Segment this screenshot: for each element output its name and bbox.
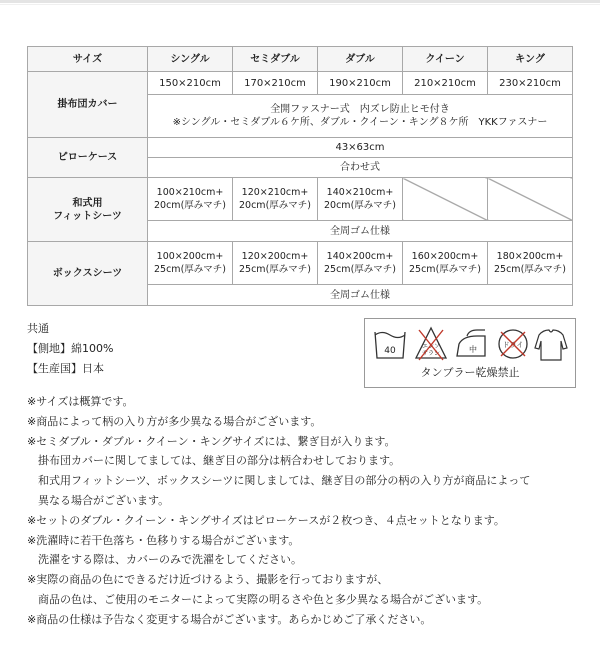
header-queen: クイーン xyxy=(403,47,488,72)
svg-text:中: 中 xyxy=(469,345,477,354)
japanese-size-semi-double-line2: 20cm(厚みマチ) xyxy=(239,200,311,211)
row-label-japanese-fitted-sheet xyxy=(28,178,148,242)
japanese-label-line2: フィットシーツ xyxy=(53,210,122,222)
common-spec xyxy=(27,319,113,379)
header-single: シングル xyxy=(148,47,233,72)
header-semi-double: セミダブル xyxy=(233,47,318,72)
note-item: ※洗濯時に若干色落ち・色移りする場合がございます。 xyxy=(27,533,300,547)
comforter-note-line2: ※シングル・セミダブル６ケ所、ダブル・クイーン・キング８ケ所 YKKファスナー xyxy=(172,117,548,128)
japanese-size-double-line1: 140×210cm+ xyxy=(326,187,394,198)
box-size-double xyxy=(318,242,403,285)
japanese-size-single xyxy=(148,178,233,221)
iron-medium-icon xyxy=(457,330,485,356)
japanese-size-semi-double-line1: 120×210cm+ xyxy=(241,187,309,198)
comforter-size-queen: 210×210cm xyxy=(403,72,488,95)
note-item: 洗濯をする際は、カバーのみで洗濯をしてください。 xyxy=(38,553,302,567)
svg-text:ドライ: ドライ xyxy=(502,341,524,349)
note-item: ※サイズは概算です。 xyxy=(27,395,134,408)
top-divider-shadow xyxy=(0,4,600,5)
box-size-single xyxy=(148,242,233,285)
common-title: 共通 xyxy=(27,322,49,335)
box-size-king-line1: 180×200cm+ xyxy=(496,251,564,262)
top-divider xyxy=(0,0,600,3)
box-size-king xyxy=(488,242,573,285)
japanese-size-queen-unavailable xyxy=(403,178,488,221)
box-size-single-line1: 100×200cm+ xyxy=(156,251,224,262)
note-item: 和式用フィットシーツ、ボックスシーツに関しましては、継ぎ目の部分の柄の入り方が商品によって xyxy=(38,474,531,488)
svg-text:40: 40 xyxy=(384,346,396,356)
notes-list xyxy=(27,392,587,630)
size-spec-table xyxy=(27,46,573,306)
care-label-box xyxy=(364,318,576,388)
box-size-double-line2: 25cm(厚みマチ) xyxy=(324,264,396,275)
wash-40-icon xyxy=(375,332,405,358)
comforter-note-line1: 全開ファスナー式 内ズレ防止ヒモ付き xyxy=(270,104,450,115)
svg-text:エンソ: エンソ xyxy=(421,343,441,350)
box-size-semi-double xyxy=(233,242,318,285)
note-item: ※セミダブル・ダブル・クイーン・キングサイズには、繋ぎ目が入ります。 xyxy=(27,434,396,448)
row-label-comforter-cover: 掛布団カバー xyxy=(28,72,148,138)
box-size-king-line2: 25cm(厚みマチ) xyxy=(494,264,566,275)
japanese-size-single-line1: 100×210cm+ xyxy=(156,187,224,198)
note-item: 商品の色は、ご使用のモニターによって実際の明るさや色と多少異なる場合がございます。 xyxy=(38,592,489,606)
note-item: ※セットのダブル・クイーン・キングサイズはピローケースが２枚つき、４点セットとなります。 xyxy=(27,513,505,527)
box-size-queen-line1: 160×200cm+ xyxy=(411,251,479,262)
comforter-note xyxy=(148,95,573,138)
japanese-label-line1: 和式用 xyxy=(72,197,103,209)
comforter-size-single: 150×210cm xyxy=(148,72,233,95)
pillow-size: 43×63cm xyxy=(148,138,573,158)
box-size-single-line2: 25cm(厚みマチ) xyxy=(154,264,226,275)
comforter-size-semi-double: 170×210cm xyxy=(233,72,318,95)
table-row xyxy=(28,178,573,221)
hang-dry-icon xyxy=(535,330,567,360)
note-item: 掛布団カバーに関してましては、継ぎ目の部分は柄合わせしております。 xyxy=(38,454,401,468)
note-item: ※商品によって柄の入り方が多少異なる場合がございます。 xyxy=(27,414,322,428)
japanese-size-single-line2: 20cm(厚みマチ) xyxy=(154,200,226,211)
japanese-size-double xyxy=(318,178,403,221)
header-size: サイズ xyxy=(28,47,148,72)
comforter-size-double: 190×210cm xyxy=(318,72,403,95)
care-icons xyxy=(373,324,569,364)
box-size-queen-line2: 25cm(厚みマチ) xyxy=(409,264,481,275)
no-chlorine-bleach-icon xyxy=(416,328,446,360)
row-label-pillow-case: ピローケース xyxy=(28,138,148,178)
common-fabric: 【側地】綿100% xyxy=(27,342,114,355)
no-dry-clean-icon xyxy=(499,330,527,358)
japanese-size-king-unavailable xyxy=(488,178,573,221)
box-size-semi-double-line2: 25cm(厚みマチ) xyxy=(239,264,311,275)
header-king: キング xyxy=(488,47,573,72)
box-note: 全周ゴム仕様 xyxy=(148,285,573,306)
note-item: ※実際の商品の色にできるだけ近づけるよう、撮影を行っておりますが、 xyxy=(27,573,389,587)
svg-text:サラシ: サラシ xyxy=(421,350,441,357)
table-header-row xyxy=(28,47,573,72)
table-row xyxy=(28,138,573,158)
japanese-size-double-line2: 20cm(厚みマチ) xyxy=(324,200,396,211)
box-size-semi-double-line1: 120×200cm+ xyxy=(241,251,309,262)
japanese-note: 全周ゴム仕様 xyxy=(148,221,573,242)
table-row xyxy=(28,72,573,95)
pillow-note: 合わせ式 xyxy=(148,158,573,178)
table-row xyxy=(28,242,573,285)
common-origin: 【生産国】日本 xyxy=(27,362,104,375)
row-label-box-sheet: ボックスシーツ xyxy=(28,242,148,306)
note-item: ※商品の仕様は予告なく変更する場合がございます。あらかじめご了承ください。 xyxy=(27,612,432,626)
comforter-size-king: 230×210cm xyxy=(488,72,573,95)
japanese-size-semi-double xyxy=(233,178,318,221)
box-size-double-line1: 140×200cm+ xyxy=(326,251,394,262)
care-caption: タンブラー乾燥禁止 xyxy=(420,366,520,379)
header-double: ダブル xyxy=(318,47,403,72)
box-size-queen xyxy=(403,242,488,285)
note-item: 異なる場合がございます。 xyxy=(38,493,170,507)
